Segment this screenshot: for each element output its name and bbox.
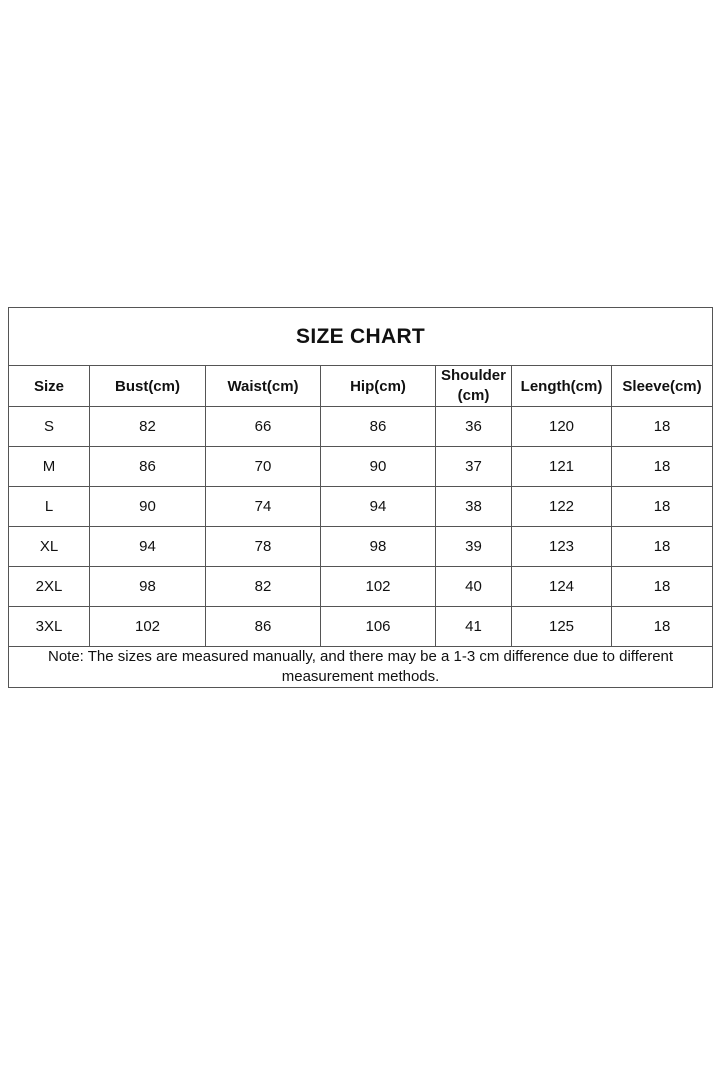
cell-shoulder: 37 (436, 447, 512, 487)
cell-bust: 94 (90, 527, 206, 567)
cell-length: 121 (512, 447, 612, 487)
cell-hip: 94 (321, 487, 436, 527)
cell-size: M (9, 447, 90, 487)
cell-hip: 90 (321, 447, 436, 487)
measurement-note: Note: The sizes are measured manually, and there may be a 1-3 cm difference due to different measurement methods. (9, 647, 713, 688)
cell-bust: 86 (90, 447, 206, 487)
cell-sleeve: 18 (612, 407, 713, 447)
column-header-shoulder (436, 366, 512, 407)
cell-bust: 102 (90, 607, 206, 647)
cell-bust: 98 (90, 567, 206, 607)
cell-sleeve: 18 (612, 447, 713, 487)
cell-shoulder: 40 (436, 567, 512, 607)
cell-bust: 90 (90, 487, 206, 527)
cell-sleeve: 18 (612, 567, 713, 607)
cell-length: 124 (512, 567, 612, 607)
cell-bust: 82 (90, 407, 206, 447)
cell-waist: 70 (206, 447, 321, 487)
cell-sleeve: 18 (612, 607, 713, 647)
cell-hip: 86 (321, 407, 436, 447)
table-row (9, 487, 713, 527)
shoulder-header-line1: Shoulder (440, 367, 506, 384)
chart-title: SIZE CHART (9, 308, 713, 366)
cell-length: 125 (512, 607, 612, 647)
cell-sleeve: 18 (612, 487, 713, 527)
table-row (9, 567, 713, 607)
cell-length: 122 (512, 487, 612, 527)
cell-waist: 74 (206, 487, 321, 527)
cell-size: 2XL (9, 567, 90, 607)
cell-shoulder: 36 (436, 407, 512, 447)
cell-shoulder: 39 (436, 527, 512, 567)
cell-shoulder: 38 (436, 487, 512, 527)
cell-shoulder: 41 (436, 607, 512, 647)
column-header-bust: Bust(cm) (90, 366, 206, 407)
header-row (9, 366, 713, 407)
column-header-hip: Hip(cm) (321, 366, 436, 407)
table-row (9, 527, 713, 567)
cell-length: 123 (512, 527, 612, 567)
cell-size: XL (9, 527, 90, 567)
cell-hip: 102 (321, 567, 436, 607)
size-chart-table (8, 307, 713, 688)
column-header-sleeve: Sleeve(cm) (612, 366, 713, 407)
cell-waist: 82 (206, 567, 321, 607)
cell-size: S (9, 407, 90, 447)
cell-hip: 106 (321, 607, 436, 647)
table-row (9, 407, 713, 447)
cell-waist: 66 (206, 407, 321, 447)
cell-waist: 78 (206, 527, 321, 567)
cell-size: L (9, 487, 90, 527)
table-row (9, 447, 713, 487)
shoulder-header-line2: (cm) (457, 387, 490, 404)
cell-size: 3XL (9, 607, 90, 647)
table-row (9, 607, 713, 647)
cell-hip: 98 (321, 527, 436, 567)
cell-sleeve: 18 (612, 527, 713, 567)
cell-length: 120 (512, 407, 612, 447)
column-header-waist: Waist(cm) (206, 366, 321, 407)
cell-waist: 86 (206, 607, 321, 647)
column-header-size: Size (9, 366, 90, 407)
column-header-length: Length(cm) (512, 366, 612, 407)
